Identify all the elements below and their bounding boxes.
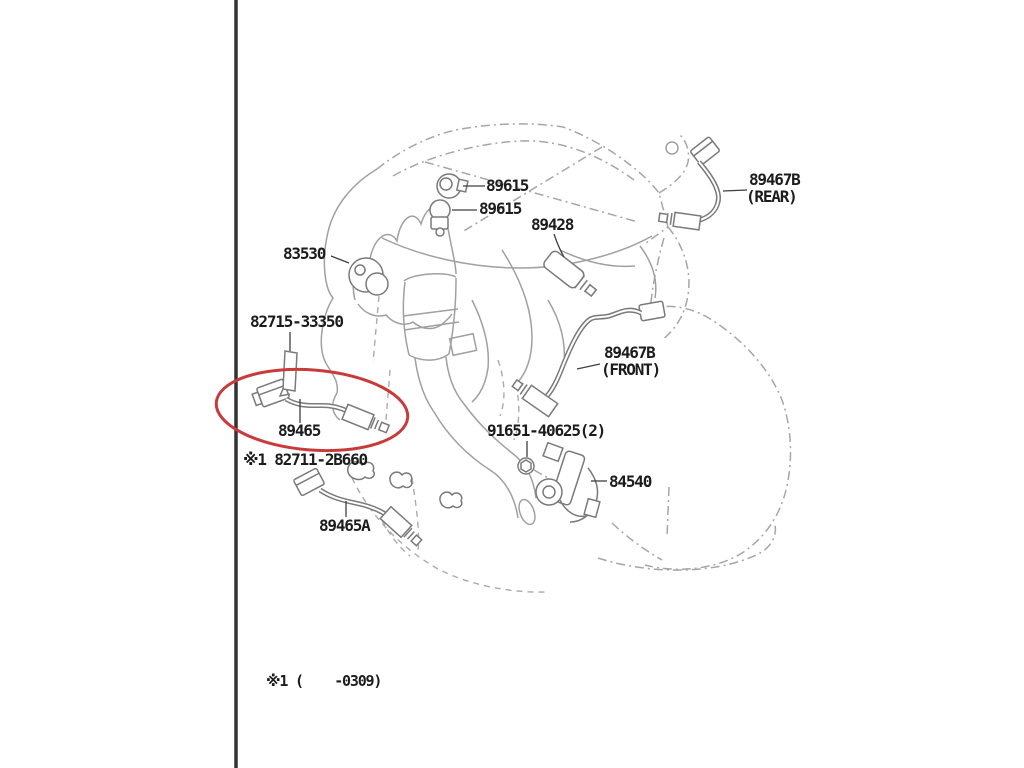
part-label-82715-33350: 82715-33350 bbox=[250, 312, 343, 331]
part-89467b-rear-drawing bbox=[658, 137, 720, 230]
part-label-89465: 89465 bbox=[278, 421, 321, 440]
part-label-rear-position: (REAR) bbox=[746, 187, 797, 206]
footnote: ※1 ( -0309) bbox=[266, 672, 382, 690]
part-89428-drawing bbox=[542, 249, 600, 300]
part-label-91651-40625: 91651-40625(2) bbox=[487, 421, 606, 440]
part-82715-bracket-drawing bbox=[280, 351, 297, 396]
part-label-89615-upper: 89615 bbox=[486, 176, 529, 195]
highlight-ellipse bbox=[213, 363, 411, 458]
part-label-84540: 84540 bbox=[609, 472, 652, 491]
part-label-89615-lower: 89615 bbox=[479, 199, 522, 218]
part-label-83530: 83530 bbox=[283, 244, 326, 263]
part-label-89428: 89428 bbox=[531, 215, 574, 234]
part-label-89467b-front: 89467B bbox=[604, 343, 655, 362]
part-83530-drawing bbox=[349, 258, 388, 295]
part-89615-lower-drawing bbox=[430, 200, 450, 236]
part-label-89465a: 89465A bbox=[319, 516, 370, 535]
part-89465-drawing bbox=[251, 379, 391, 437]
engine-details-dashed bbox=[352, 296, 545, 592]
part-91651-bolt-drawing bbox=[518, 458, 534, 474]
part-label-front-position: (FRONT) bbox=[601, 360, 661, 379]
part-label-89467b-rear: 89467B bbox=[749, 170, 800, 189]
part-label-82711-2b660: ※1 82711-2B660 bbox=[243, 450, 367, 469]
part-84540-drawing bbox=[536, 443, 600, 522]
